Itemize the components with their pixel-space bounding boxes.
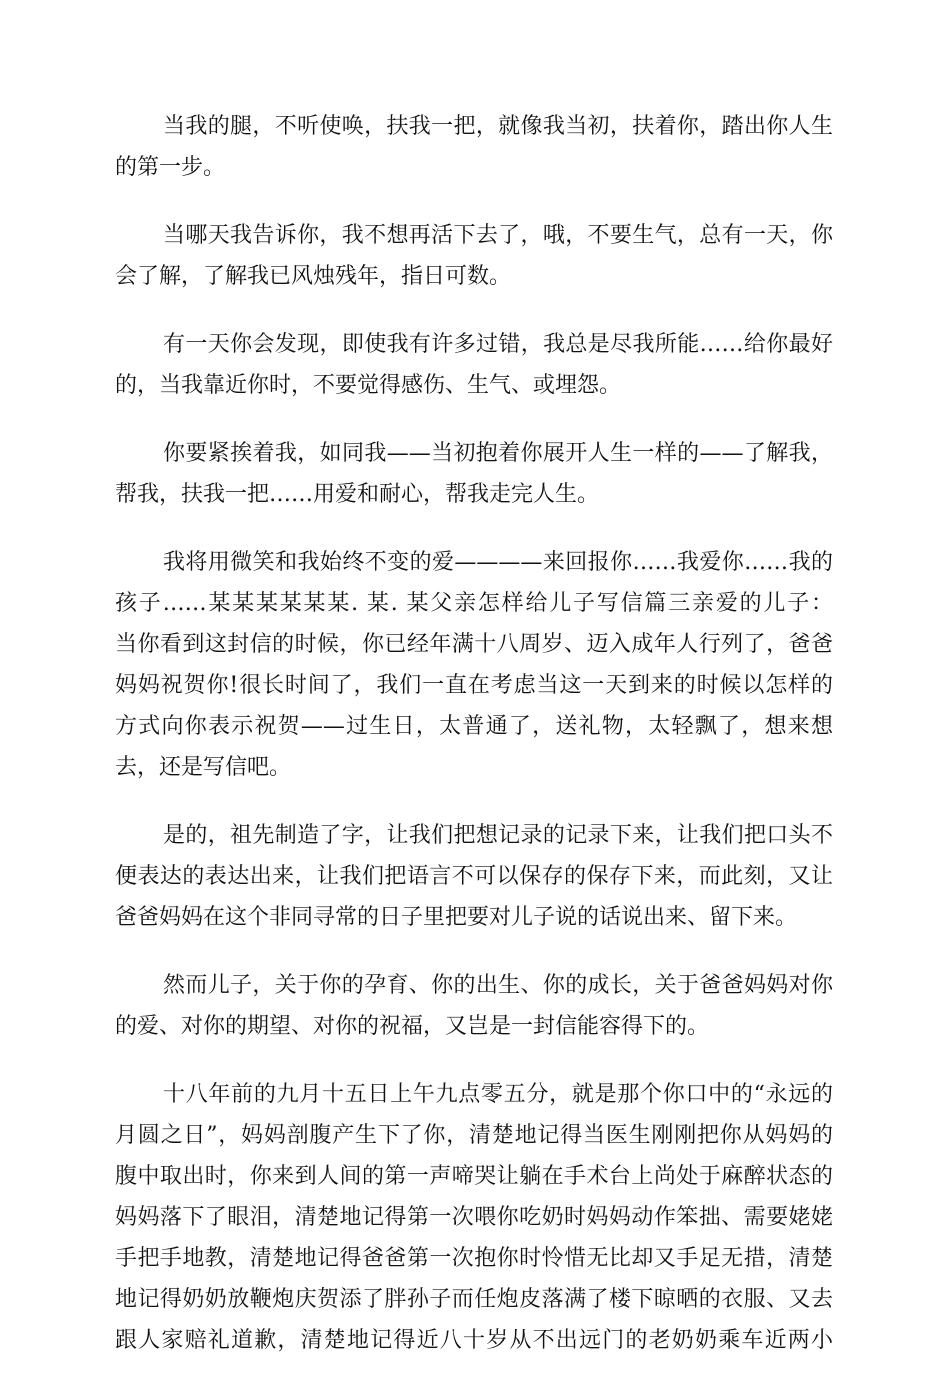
paragraph <box>115 433 833 515</box>
text-line: 当哪天我告诉你，我不想再活下去了，哦，不要生气，总有一天，你 <box>163 223 833 248</box>
text-line: 方式向你表示祝贺——过生日，太普通了，送礼物，太轻飘了，想来想 <box>115 714 833 739</box>
document-body <box>115 106 833 1388</box>
paragraph <box>115 815 833 938</box>
text-line: 妈妈落下了眼泪，清楚地记得第一次喂你吃奶时妈妈动作笨拙、需要姥姥 <box>115 1205 833 1230</box>
text-line: 妈妈祝贺你!很长时间了，我们一直在考虑当这一天到来的时候以怎样的 <box>115 673 833 698</box>
text-line: 的第一步。 <box>115 155 226 180</box>
text-line: 月圆之日”，妈妈剖腹产生下了你，清楚地记得当医生刚刚把你从妈妈的 <box>115 1123 833 1148</box>
text-line: 手把手地教，清楚地记得爸爸第一次抱你时怜惜无比却又手足无措，清楚 <box>115 1246 833 1271</box>
text-line: 的，当我靠近你时，不要觉得感伤、生气、或埋怨。 <box>115 373 622 398</box>
text-line: 有一天你会发现，即使我有许多过错，我总是尽我所能……给你最好 <box>163 332 833 357</box>
text-line: 帮我，扶我一把……用爱和耐心，帮我走完人生。 <box>115 482 600 507</box>
text-line: 然而儿子，关于你的孕育、你的出生、你的成长，关于爸爸妈妈对你 <box>163 973 833 998</box>
text-line: 你要紧挨着我，如同我——当初抱着你展开人生一样的——了解我， <box>163 441 833 466</box>
text-line: 跟人家赔礼道歉，清楚地记得近八十岁从不出远门的老奶奶乘车近两小 <box>115 1328 833 1353</box>
text-line: 是的，祖先制造了字，让我们把想记录的记录下来，让我们把口头不 <box>163 823 833 848</box>
paragraph <box>115 1074 833 1361</box>
paragraph <box>115 542 833 788</box>
text-line: 便表达的表达出来，让我们把语言不可以保存的保存下来，而此刻，又让 <box>115 864 833 889</box>
text-line: 十八年前的九月十五日上午九点零五分，就是那个你口中的“永远的 <box>163 1082 833 1107</box>
text-line: 当我的腿，不听使唤，扶我一把，就像我当初，扶着你，踏出你人生 <box>163 114 833 139</box>
text-line: 腹中取出时，你来到人间的第一声啼哭让躺在手术台上尚处于麻醉状态的 <box>115 1164 833 1189</box>
paragraph <box>115 215 833 297</box>
paragraph <box>115 965 833 1047</box>
text-line: 我将用微笑和我始终不变的爱————来回报你……我爱你……我的 <box>163 550 833 575</box>
paragraph <box>115 324 833 406</box>
text-line: 当你看到这封信的时候，你已经年满十八周岁、迈入成年人行列了，爸爸 <box>115 632 833 657</box>
text-line: 会了解，了解我已风烛残年，指日可数。 <box>115 264 512 289</box>
text-line: 地记得奶奶放鞭炮庆贺添了胖孙子而任炮皮落满了楼下晾晒的衣服、又去 <box>115 1287 833 1312</box>
text-line: 孩子……某某某某某某. 某. 某父亲怎样给儿子写信篇三亲爱的儿子： <box>115 591 833 616</box>
text-line: 爸爸妈妈在这个非同寻常的日子里把要对儿子说的话说出来、留下来。 <box>115 905 798 930</box>
text-line: 的爱、对你的期望、对你的祝福，又岂是一封信能容得下的。 <box>115 1014 710 1039</box>
paragraph <box>115 106 833 188</box>
text-line: 去，还是写信吧。 <box>115 755 292 780</box>
